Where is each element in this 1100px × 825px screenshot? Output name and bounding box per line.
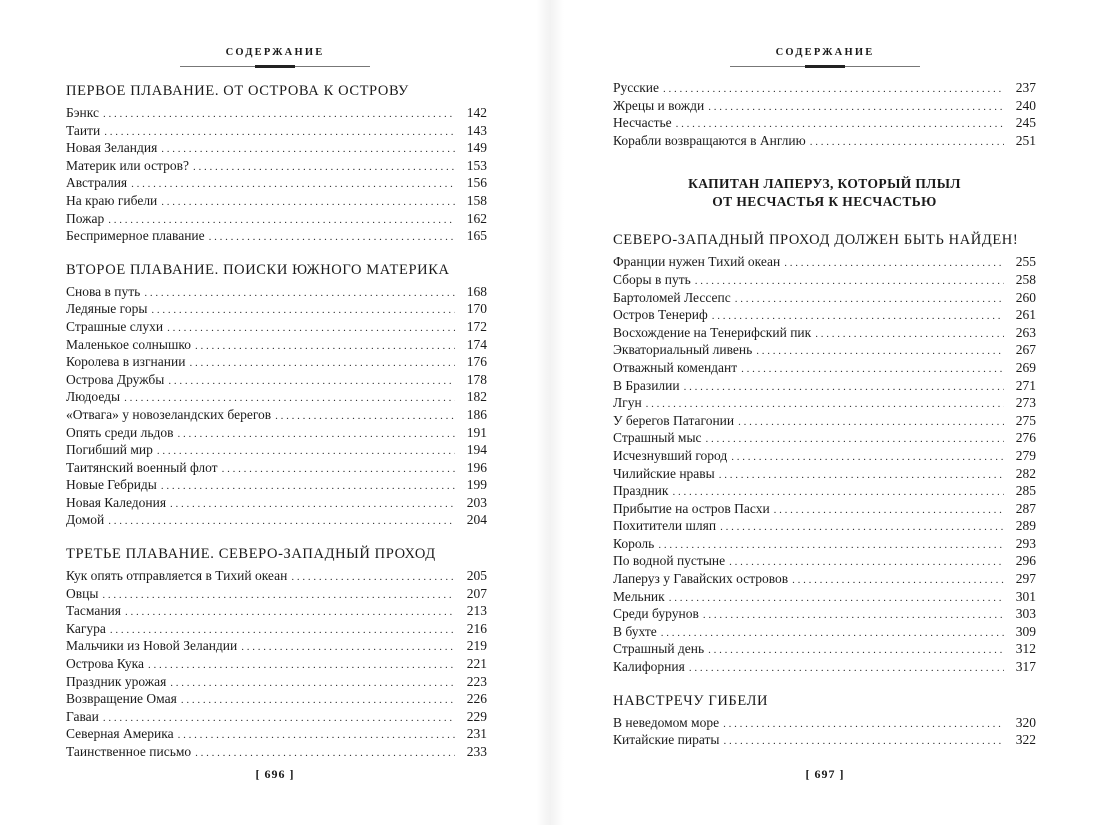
dot-leader <box>723 733 1004 751</box>
dot-leader <box>209 229 455 247</box>
toc-entry <box>66 725 487 743</box>
toc-entry <box>66 567 487 585</box>
toc-entry-page: 293 <box>1015 535 1036 551</box>
toc-entry-page: 279 <box>1015 447 1036 463</box>
toc-entry-page: 216 <box>466 620 487 636</box>
toc-entry-title: Русские <box>613 80 660 95</box>
dot-leader <box>708 642 1004 660</box>
toc-entry <box>66 637 487 655</box>
toc-entry-page: 276 <box>1015 430 1036 446</box>
dot-leader <box>193 159 455 177</box>
toc-entry-page: 226 <box>466 691 487 707</box>
dot-leader <box>792 572 1004 590</box>
toc-entry-page: 172 <box>466 318 487 334</box>
toc-entry-page: 269 <box>1015 359 1036 375</box>
toc-entry-title: У берегов Патагонии <box>613 412 735 428</box>
toc-entry-title: Страшный мыс <box>613 430 702 446</box>
toc-entry-title: Сборы в путь <box>613 271 691 287</box>
toc-entry-title: Новая Каледония <box>66 494 167 510</box>
toc-entry-title: Мальчики из Новой Зеландии <box>66 638 238 654</box>
toc-entry <box>613 447 1036 465</box>
toc-entry-title: Опять среди льдов <box>66 424 174 440</box>
toc-entry <box>66 371 487 389</box>
dot-leader <box>161 478 455 496</box>
dot-leader <box>695 273 1004 291</box>
right-sections <box>613 231 1036 748</box>
dot-leader <box>703 607 1004 625</box>
toc-entry-page: 199 <box>466 477 487 493</box>
toc-entry-page: 287 <box>1015 500 1036 516</box>
dot-leader <box>178 426 455 444</box>
toc-entry-title: Маленькое солнышко <box>66 336 191 352</box>
toc-entry-page: 174 <box>466 336 487 352</box>
toc-entry-page: 170 <box>466 301 487 317</box>
dot-leader <box>161 141 455 159</box>
toc-entry-title: Лаперуз у Гавайских островов <box>613 571 789 587</box>
dot-leader <box>738 414 1004 432</box>
toc-entry-page: 142 <box>466 105 487 120</box>
toc-entry-page: 296 <box>1015 553 1036 569</box>
toc-entry <box>66 227 487 245</box>
toc-entry-page: 312 <box>1015 641 1036 657</box>
dot-leader <box>151 302 455 320</box>
toc-entry <box>613 377 1036 395</box>
dot-leader <box>719 467 1004 485</box>
part-title <box>613 175 1036 211</box>
toc-entry-title: Людоеды <box>66 389 121 405</box>
toc-entry-page: 204 <box>466 512 487 528</box>
toc-entry <box>66 139 487 157</box>
toc-entry <box>66 318 487 336</box>
toc-entry-title: Похитители шляп <box>613 518 717 534</box>
dot-leader <box>170 496 455 514</box>
toc-entry-title: Домой <box>66 512 105 528</box>
toc-entry <box>66 655 487 673</box>
dot-leader <box>741 361 1004 379</box>
toc-entry-title: Мельник <box>613 588 665 604</box>
toc-entry-title: Китайские пираты <box>613 732 720 748</box>
running-head-rule <box>180 66 370 67</box>
running-head-text: СОДЕРЖАНИЕ <box>775 47 875 58</box>
toc-entry-page: 223 <box>466 673 487 689</box>
toc-entry-title: Гаваи <box>66 708 99 724</box>
toc-entry-title: Отважный комендант <box>613 359 738 375</box>
toc-entry <box>613 306 1036 324</box>
toc-entry-title: Бэнкс <box>66 105 99 120</box>
toc-entry-title: Таитянский военный флот <box>66 459 218 475</box>
toc-entry-page: 297 <box>1015 571 1036 587</box>
page-number: [ 696 ] <box>255 767 295 781</box>
toc-entry <box>613 324 1036 342</box>
toc-entry-page: 207 <box>466 585 487 601</box>
toc-entry-title: В неведомом море <box>613 714 720 730</box>
dot-leader <box>706 431 1004 449</box>
dot-leader <box>756 343 1004 361</box>
toc-entry-title: В бухте <box>613 623 657 639</box>
toc-entry-title: Новые Гебриды <box>66 477 157 493</box>
toc-entry <box>66 424 487 442</box>
toc-entry <box>66 174 487 192</box>
toc-entry <box>613 97 1036 115</box>
toc-entry-title: Снова в путь <box>66 283 141 299</box>
toc-entry-title: «Отвага» у новозеландских берегов <box>66 406 272 422</box>
part-title-line: ОТ НЕСЧАСТЬЯ К НЕСЧАСТЬЮ <box>712 194 937 210</box>
dot-leader <box>102 587 455 605</box>
toc-entry-title: Кагура <box>66 620 106 636</box>
toc-entry-page: 255 <box>1015 254 1036 270</box>
toc-entry <box>613 482 1036 500</box>
toc-entry-page: 191 <box>466 424 487 440</box>
toc-entry-title: Ледяные горы <box>66 301 148 317</box>
toc-entry <box>613 114 1036 132</box>
section-title: ТРЕТЬЕ ПЛАВАНИЕ. СЕВЕРО-ЗАПАДНЫЙ ПРОХОД <box>66 546 436 563</box>
toc-entry-page: 263 <box>1015 324 1036 340</box>
dot-leader <box>669 590 1004 608</box>
toc-entry-page: 285 <box>1015 483 1036 499</box>
toc-entry <box>66 441 487 459</box>
toc-entry-title: Беспримерное плавание <box>66 228 205 244</box>
toc-entry-title: Таити <box>66 122 101 138</box>
toc-entry <box>613 552 1036 570</box>
part-title-line: КАПИТАН ЛАПЕРУЗ, КОТОРЫЙ ПЛЫЛ <box>688 176 961 192</box>
toc-entry <box>613 359 1036 377</box>
dot-leader <box>108 513 455 531</box>
toc-entry-page: 186 <box>466 406 487 422</box>
toc-entry-page: 231 <box>466 726 487 742</box>
toc-entry <box>66 122 487 140</box>
toc-entry-title: Австралия <box>66 175 128 191</box>
toc-entry-page: 301 <box>1015 588 1036 604</box>
toc-entry-page: 143 <box>466 122 487 138</box>
toc-entry <box>66 300 487 318</box>
toc-entry-page: 156 <box>466 175 487 191</box>
toc-entry <box>66 406 487 424</box>
toc-entry-page: 168 <box>466 283 487 299</box>
toc-entry <box>613 412 1036 430</box>
dot-leader <box>161 194 455 212</box>
toc-entry-title: По водной пустыне <box>613 553 726 569</box>
dot-leader <box>731 449 1004 467</box>
toc-entry-title: Чилийские нравы <box>613 465 715 481</box>
toc-entry-title: Тасмания <box>66 603 121 619</box>
dot-leader <box>720 519 1004 537</box>
toc-entry <box>66 494 487 512</box>
toc-entry <box>66 602 487 620</box>
continued-entries <box>613 79 1036 149</box>
section-title: СЕВЕРО-ЗАПАДНЫЙ ПРОХОД ДОЛЖЕН БЫТЬ НАЙДЕН! <box>613 232 1019 249</box>
toc-entry-title: В Бразилии <box>613 377 680 393</box>
dot-leader <box>663 81 1004 99</box>
toc-entry-title: Овцы <box>66 585 99 601</box>
dot-leader <box>815 326 1004 344</box>
toc-entry-title: Прибытие на остров Пасхи <box>613 500 770 516</box>
toc-entry-page: 275 <box>1015 412 1036 428</box>
toc-entry <box>613 517 1036 535</box>
toc-entry-page: 149 <box>466 140 487 156</box>
toc-entry-page: 165 <box>466 228 487 244</box>
toc-entry-title: Франции нужен Тихий океан <box>613 254 781 270</box>
toc-entry <box>66 511 487 529</box>
toc-entry-page: 213 <box>466 603 487 619</box>
toc-entry <box>66 353 487 371</box>
toc-entry-page: 233 <box>466 744 487 759</box>
section-title: НАВСТРЕЧУ ГИБЕЛИ <box>613 692 769 709</box>
toc-entry-page: 261 <box>1015 307 1036 323</box>
toc-entry-title: Калифорния <box>613 659 685 675</box>
toc-entry <box>613 289 1036 307</box>
toc-entry-title: Королева в изгнании <box>66 354 186 370</box>
dot-leader <box>189 355 455 373</box>
toc-entry <box>613 605 1036 623</box>
toc-entry <box>66 192 487 210</box>
toc-entry-page: 273 <box>1015 395 1036 411</box>
toc-entry-page: 240 <box>1015 97 1036 113</box>
toc-entry-page: 162 <box>466 210 487 226</box>
toc-entry-title: Праздник урожая <box>66 673 167 689</box>
dot-leader <box>689 660 1004 678</box>
toc-entry-title: Погибший мир <box>66 442 153 458</box>
toc-entry-page: 178 <box>466 371 487 387</box>
toc-entry-page: 309 <box>1015 623 1036 639</box>
dot-leader <box>125 604 455 622</box>
dot-leader <box>275 408 455 426</box>
toc-entry <box>66 388 487 406</box>
toc-entry-title: Исчезнувший город <box>613 447 728 463</box>
toc-entry <box>613 500 1036 518</box>
toc-entry-page: 182 <box>466 389 487 405</box>
dot-leader <box>222 461 455 479</box>
toc-entry <box>66 210 487 228</box>
toc-entry-title: Жрецы и вожди <box>613 97 705 113</box>
dot-leader <box>168 373 455 391</box>
toc-entry-title: Несчастье <box>613 115 672 131</box>
toc-entry <box>66 104 487 122</box>
toc-entry-page: 322 <box>1015 732 1036 748</box>
dot-leader <box>784 255 1004 273</box>
toc-entry <box>613 429 1036 447</box>
running-head <box>550 42 1100 67</box>
toc-entry-title: Бартоломей Лессепс <box>613 289 731 305</box>
toc-entry <box>613 79 1036 97</box>
toc-entry-page: 194 <box>466 442 487 458</box>
dot-leader <box>661 625 1004 643</box>
dot-leader <box>131 176 455 194</box>
toc-entry-title: Страшные слухи <box>66 318 164 334</box>
toc-entry-title: На краю гибели <box>66 192 158 208</box>
toc-entry <box>66 476 487 494</box>
toc-entry-page: 260 <box>1015 289 1036 305</box>
toc-entry-page: 196 <box>466 459 487 475</box>
toc-entry-page: 229 <box>466 708 487 724</box>
toc-entry <box>66 459 487 477</box>
toc-entry <box>66 690 487 708</box>
page-number: [ 697 ] <box>805 767 845 781</box>
dot-leader <box>144 285 455 303</box>
running-head <box>0 42 550 67</box>
dot-leader <box>774 502 1004 520</box>
dot-leader <box>291 569 455 587</box>
dot-leader <box>684 379 1004 397</box>
toc-entry <box>66 283 487 301</box>
section-title: ВТОРОЕ ПЛАВАНИЕ. ПОИСКИ ЮЖНОГО МАТЕРИКА <box>66 261 450 278</box>
dot-leader <box>170 675 455 693</box>
toc-entry <box>613 271 1036 289</box>
toc-entry-title: Кук опять отправляется в Тихий океан <box>66 568 288 584</box>
right-page <box>550 0 1100 825</box>
dot-leader <box>708 99 1004 117</box>
toc-entry-title: Северная Америка <box>66 726 174 742</box>
toc-entry-page: 320 <box>1015 714 1036 730</box>
toc-entry <box>613 731 1036 749</box>
toc-entry <box>613 623 1036 641</box>
dot-leader <box>723 716 1004 734</box>
toc-entry-title: Восхождение на Тенерифский пик <box>613 324 812 340</box>
running-head-text: СОДЕРЖАНИЕ <box>225 47 325 58</box>
toc-entry <box>613 394 1036 412</box>
toc-entry-title: Остров Тенериф <box>613 307 708 323</box>
toc-entry <box>613 341 1036 359</box>
dot-leader <box>181 692 455 710</box>
toc-entry <box>613 465 1036 483</box>
dot-leader <box>195 338 455 356</box>
toc-entry-title: Корабли возвращаются в Англию <box>613 132 806 148</box>
running-head-rule <box>730 66 920 67</box>
toc-entry-page: 251 <box>1015 132 1036 148</box>
toc-entry <box>613 132 1036 150</box>
toc-entry <box>613 535 1036 553</box>
toc-entry-title: Экваториальный ливень <box>613 342 753 358</box>
toc-entry-page: 245 <box>1015 115 1036 131</box>
toc-entry-title: Среди бурунов <box>613 606 699 622</box>
toc-entry-title: Король <box>613 535 655 551</box>
toc-entry-title: Пожар <box>66 210 105 226</box>
toc-entry-page: 317 <box>1015 659 1036 675</box>
toc-entry-title: Лгун <box>613 395 642 411</box>
toc-entry-title: Возвращение Омая <box>66 691 177 707</box>
toc-entry <box>66 620 487 638</box>
dot-leader <box>810 134 1004 152</box>
toc-entry <box>613 570 1036 588</box>
toc-entry <box>613 588 1036 606</box>
toc-entry <box>66 708 487 726</box>
dot-leader <box>167 320 455 338</box>
toc-entry <box>66 585 487 603</box>
toc-entry-title: Праздник <box>613 483 669 499</box>
dot-leader <box>178 727 455 745</box>
toc-entry-page: 158 <box>466 192 487 208</box>
toc-entry <box>66 157 487 175</box>
dot-leader <box>103 106 455 124</box>
toc-entry-page: 303 <box>1015 606 1036 622</box>
section-title: ПЕРВОЕ ПЛАВАНИЕ. ОТ ОСТРОВА К ОСТРОВУ <box>66 83 409 99</box>
toc-entry-page: 221 <box>466 656 487 672</box>
toc-entry-page: 271 <box>1015 377 1036 393</box>
toc-entry <box>613 253 1036 271</box>
toc-entry-title: Страшный день <box>613 641 705 657</box>
dot-leader <box>195 745 455 763</box>
dot-leader <box>241 639 455 657</box>
toc-entry-title: Новая Зеландия <box>66 140 158 156</box>
toc-entry-title: Материк или остров? <box>66 157 190 173</box>
dot-leader <box>735 291 1004 309</box>
toc-entry-page: 176 <box>466 354 487 370</box>
toc-entry-page: 267 <box>1015 342 1036 358</box>
toc-entry-title: Острова Кука <box>66 656 144 672</box>
left-toc <box>66 82 487 761</box>
toc-entry <box>613 640 1036 658</box>
toc-entry <box>66 743 487 761</box>
toc-entry-page: 289 <box>1015 518 1036 534</box>
toc-entry-page: 282 <box>1015 465 1036 481</box>
toc-entry-title: Острова Дружбы <box>66 371 165 387</box>
toc-entry-page: 153 <box>466 157 487 173</box>
toc-entry-title: Таинственное письмо <box>66 744 192 759</box>
toc-entry-page: 237 <box>1015 80 1036 95</box>
toc-entry <box>613 658 1036 676</box>
toc-entry-page: 258 <box>1015 271 1036 287</box>
toc-entry-page: 205 <box>466 568 487 584</box>
right-toc <box>613 79 1036 749</box>
toc-entry-page: 219 <box>466 638 487 654</box>
toc-entry <box>613 714 1036 732</box>
toc-entry <box>66 336 487 354</box>
toc-entry <box>66 673 487 691</box>
toc-entry-page: 203 <box>466 494 487 510</box>
dot-leader <box>148 657 455 675</box>
